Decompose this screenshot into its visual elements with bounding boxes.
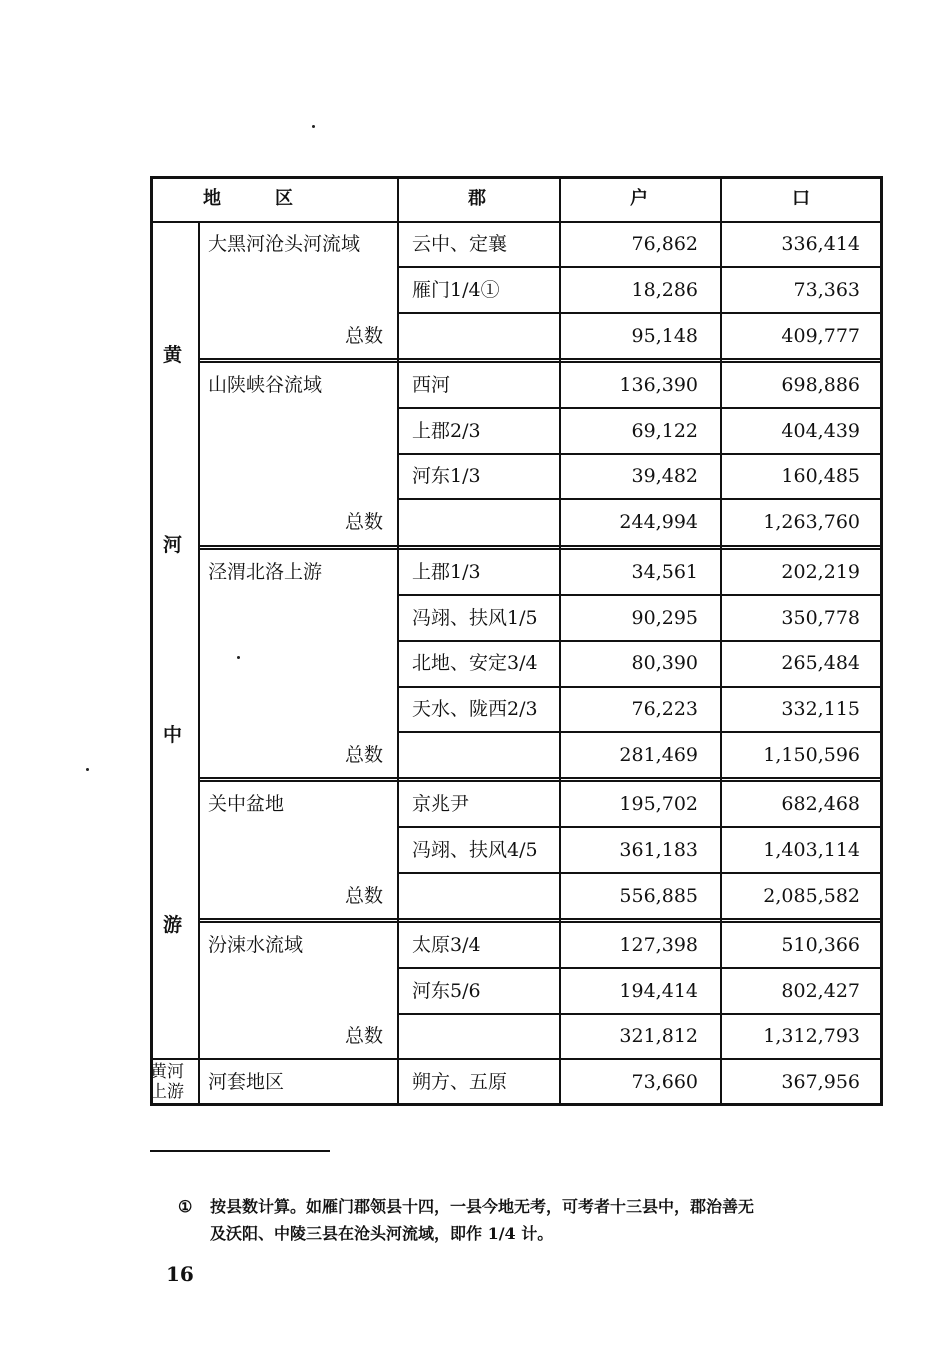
group-rule bbox=[198, 777, 883, 782]
total-label: 总数 bbox=[345, 744, 384, 766]
commandery-cell: 天水、陇西2/3 bbox=[412, 698, 538, 720]
households-cell: 195,702 bbox=[619, 793, 698, 815]
row-rule bbox=[397, 312, 883, 314]
commandery-cell: 朔方、五原 bbox=[412, 1071, 508, 1093]
side-label-you: 游 bbox=[163, 914, 183, 936]
total-population: 1,263,760 bbox=[763, 511, 860, 533]
commandery-cell: 北地、安定3/4 bbox=[412, 652, 538, 674]
col-divider-side bbox=[198, 222, 200, 1106]
footnote-rule bbox=[150, 1150, 330, 1152]
region-name: 汾涑水流域 bbox=[208, 934, 304, 956]
row-rule bbox=[397, 872, 883, 874]
group-rule bbox=[198, 358, 883, 363]
households-cell: 39,482 bbox=[631, 465, 698, 487]
households-cell: 69,122 bbox=[631, 420, 698, 442]
header-region: 地 区 bbox=[203, 188, 293, 209]
total-label: 总数 bbox=[345, 885, 384, 907]
population-cell: 332,115 bbox=[781, 698, 860, 720]
population-cell: 367,956 bbox=[781, 1071, 860, 1093]
row-rule bbox=[397, 407, 883, 409]
households-cell: 127,398 bbox=[619, 934, 698, 956]
row-rule bbox=[397, 453, 883, 455]
side-label-zhong: 中 bbox=[163, 724, 183, 746]
region-name: 大黑河沧头河流域 bbox=[208, 233, 361, 255]
households-cell: 136,390 bbox=[619, 374, 698, 396]
population-cell: 73,363 bbox=[793, 279, 860, 301]
region-name: 河套地区 bbox=[208, 1071, 285, 1093]
population-cell: 510,366 bbox=[781, 934, 860, 956]
group-rule bbox=[198, 918, 883, 923]
commandery-cell: 上郡1/3 bbox=[412, 561, 481, 583]
total-households: 556,885 bbox=[619, 885, 698, 907]
population-cell: 336,414 bbox=[781, 233, 860, 255]
households-cell: 18,286 bbox=[631, 279, 698, 301]
side-label-he: 河 bbox=[163, 534, 183, 556]
group-rule bbox=[198, 545, 883, 550]
total-population: 409,777 bbox=[781, 325, 860, 347]
header-population: 口 bbox=[792, 188, 810, 209]
row-rule bbox=[397, 266, 883, 268]
page-number: 16 bbox=[166, 1262, 194, 1286]
region-name: 关中盆地 bbox=[208, 793, 285, 815]
commandery-cell: 冯翊、扶风1/5 bbox=[412, 607, 538, 629]
header-commandery: 郡 bbox=[468, 188, 486, 209]
households-cell: 34,561 bbox=[631, 561, 698, 583]
commandery-cell: 河东5/6 bbox=[412, 980, 481, 1002]
households-cell: 80,390 bbox=[631, 652, 698, 674]
total-households: 95,148 bbox=[631, 325, 698, 347]
side-label-huang: 黄 bbox=[163, 344, 183, 366]
commandery-cell: 太原3/4 bbox=[412, 934, 481, 956]
row-rule bbox=[397, 686, 883, 688]
population-cell: 682,468 bbox=[781, 793, 860, 815]
commandery-cell: 西河 bbox=[412, 374, 451, 396]
total-label: 总数 bbox=[345, 1025, 384, 1047]
region-rule bbox=[150, 1058, 883, 1060]
total-households: 321,812 bbox=[619, 1025, 698, 1047]
header-households: 户 bbox=[630, 188, 648, 209]
header-rule bbox=[150, 221, 883, 223]
households-cell: 76,223 bbox=[631, 698, 698, 720]
total-label: 总数 bbox=[345, 511, 384, 533]
row-rule bbox=[397, 967, 883, 969]
commandery-cell: 云中、定襄 bbox=[412, 233, 508, 255]
footnote-line: 按县数计算。如雁门郡领县十四，一县今地无考，可考者十三县中，郡治善无 bbox=[210, 1197, 755, 1216]
population-cell: 160,485 bbox=[781, 465, 860, 487]
population-cell: 265,484 bbox=[781, 652, 860, 674]
region-name: 泾渭北洛上游 bbox=[208, 561, 323, 583]
total-population: 1,150,596 bbox=[763, 744, 860, 766]
row-rule bbox=[397, 826, 883, 828]
population-cell: 202,219 bbox=[781, 561, 860, 583]
households-cell: 194,414 bbox=[619, 980, 698, 1002]
commandery-cell: 雁门1/4① bbox=[412, 279, 500, 301]
footnote-mark: ① bbox=[178, 1197, 193, 1216]
households-cell: 73,660 bbox=[631, 1071, 698, 1093]
population-cell: 1,403,114 bbox=[763, 839, 860, 861]
total-population: 1,312,793 bbox=[763, 1025, 860, 1047]
households-cell: 76,862 bbox=[631, 233, 698, 255]
footnote-line: 及沃阳、中陵三县在沧头河流域，即作 1/4 计。 bbox=[210, 1224, 554, 1243]
commandery-cell: 京兆尹 bbox=[412, 793, 470, 815]
region-name: 山陕峡谷流域 bbox=[208, 374, 323, 396]
scan-speck bbox=[237, 656, 240, 659]
population-cell: 698,886 bbox=[781, 374, 860, 396]
footnote bbox=[178, 1193, 890, 1247]
upper-reaches-label: 黄河 上游 bbox=[150, 1062, 184, 1102]
row-rule bbox=[397, 640, 883, 642]
commandery-cell: 上郡2/3 bbox=[412, 420, 481, 442]
total-households: 244,994 bbox=[619, 511, 698, 533]
total-label: 总数 bbox=[345, 325, 384, 347]
total-population: 2,085,582 bbox=[763, 885, 860, 907]
total-households: 281,469 bbox=[619, 744, 698, 766]
households-cell: 90,295 bbox=[631, 607, 698, 629]
population-cell: 802,427 bbox=[781, 980, 860, 1002]
scan-speck bbox=[312, 125, 315, 128]
population-cell: 404,439 bbox=[781, 420, 860, 442]
households-cell: 361,183 bbox=[619, 839, 698, 861]
scan-speck bbox=[86, 768, 89, 771]
commandery-cell: 冯翊、扶风4/5 bbox=[412, 839, 538, 861]
row-rule bbox=[397, 1013, 883, 1015]
row-rule bbox=[397, 498, 883, 500]
row-rule bbox=[397, 731, 883, 733]
row-rule bbox=[397, 594, 883, 596]
commandery-cell: 河东1/3 bbox=[412, 465, 481, 487]
population-cell: 350,778 bbox=[781, 607, 860, 629]
